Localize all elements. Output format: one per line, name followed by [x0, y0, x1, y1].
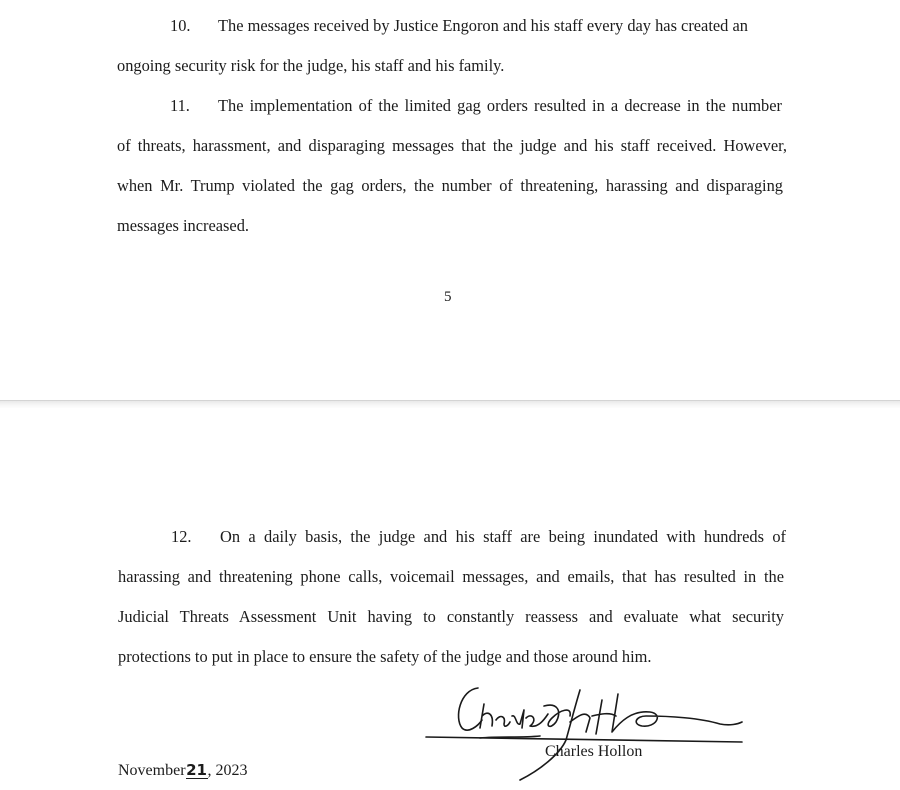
- date-year: , 2023: [207, 762, 248, 779]
- paragraph-number: 12.: [171, 527, 192, 546]
- handwritten-signature: [420, 670, 760, 790]
- paragraph-number: 10.: [170, 16, 191, 35]
- paragraph-number: 11.: [170, 96, 190, 115]
- signature-date: [118, 762, 248, 780]
- paragraph-line: of threats, harassment, and disparaging messages that the judge and his staff received. However,: [117, 136, 787, 155]
- paragraph-line: On a daily basis, the judge and his staff are being inundated with hundreds of: [220, 527, 786, 546]
- signer-name: Charles Hollon: [545, 743, 643, 760]
- paragraph-line: protections to put in place to ensure the safety of the judge and those around him.: [118, 647, 652, 666]
- paragraph-line: The implementation of the limited gag orders resulted in a decrease in the number: [218, 96, 782, 115]
- paragraph-line: harassing and threatening phone calls, voicemail messages, and emails, that has resulted in the: [118, 567, 784, 586]
- date-month: November: [118, 762, 186, 779]
- date-day: 21: [186, 761, 207, 779]
- paragraph-line: when Mr. Trump violated the gag orders, the number of threatening, harassing and disparaging: [117, 176, 783, 195]
- paragraph-line: ongoing security risk for the judge, his staff and his family.: [117, 56, 505, 75]
- paragraph-line: messages increased.: [117, 216, 249, 235]
- paragraph-line: Judicial Threats Assessment Unit having to constantly reassess and evaluate what security: [118, 607, 784, 626]
- page-number: 5: [444, 289, 452, 305]
- paragraph-line: The messages received by Justice Engoron and his staff every day has created an: [218, 16, 748, 35]
- signature-block: [420, 670, 760, 790]
